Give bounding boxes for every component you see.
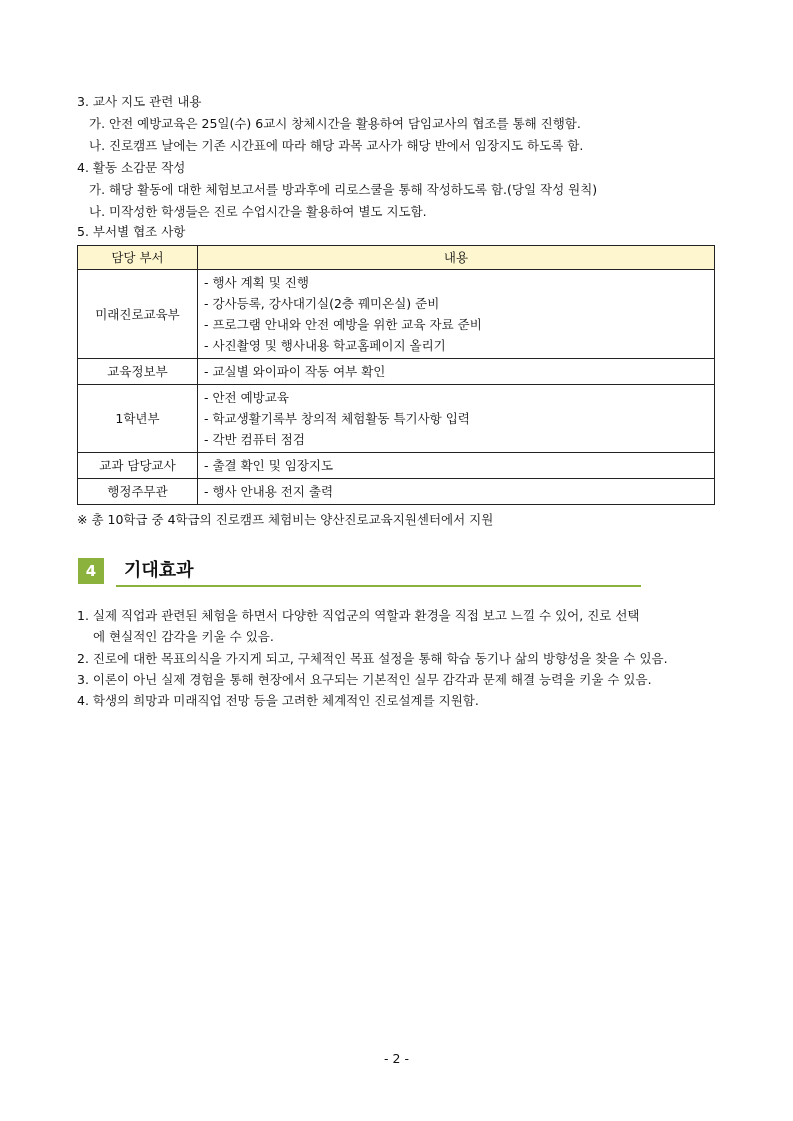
effect-item-1-continued: 에 현실적인 감각을 키울 수 있음. xyxy=(93,629,274,644)
effect-item-4: 4. 학생의 희망과 미래직업 전망 등을 고려한 체계적인 진로설계를 지원함. xyxy=(77,693,479,708)
content-item: - 안전 예방교육 xyxy=(204,390,289,405)
report-heading: 4. 활동 소감문 작성 xyxy=(77,160,186,175)
teacher-guidance-item-a: 가. 안전 예방교육은 25일(수) 6교시 창체시간을 활용하여 담임교사의 협조를 통해 진행함. xyxy=(89,116,581,131)
content-item: - 강사등록, 강사대기실(2층 꿰미온실) 준비 xyxy=(204,296,440,311)
content-cell xyxy=(198,359,715,385)
content-item: - 학교생활기록부 창의적 체험활동 특기사항 입력 xyxy=(204,411,470,426)
table-row xyxy=(78,385,715,453)
dept-cell: 교육정보부 xyxy=(78,359,198,385)
table-header-row xyxy=(78,246,715,270)
dept-cell: 행정주무관 xyxy=(78,479,198,505)
content-item: - 프로그램 안내와 안전 예방을 위한 교육 자료 준비 xyxy=(204,317,482,332)
effect-item-3: 3. 이론이 아닌 실제 경험을 통해 현장에서 요구되는 기본적인 실무 감각과 문제 해결 능력을 키울 수 있음. xyxy=(77,672,652,687)
section-number-badge: 4 xyxy=(78,558,104,584)
teacher-guidance-heading: 3. 교사 지도 관련 내용 xyxy=(77,94,202,109)
cooperation-heading: 5. 부서별 협조 사항 xyxy=(77,224,186,239)
table-row xyxy=(78,479,715,505)
content-cell xyxy=(198,479,715,505)
content-item: - 각반 컴퓨터 점검 xyxy=(204,432,305,447)
content-item: - 행사 계획 및 진행 xyxy=(204,275,309,290)
content-cell xyxy=(198,453,715,479)
content-item: - 출결 확인 및 임장지도 xyxy=(204,458,334,473)
page-number: - 2 - xyxy=(384,1051,409,1066)
content-item: - 사진촬영 및 행사내용 학교홈페이지 올리기 xyxy=(204,338,446,353)
content-cell xyxy=(198,385,715,453)
table-row xyxy=(78,270,715,359)
table-row xyxy=(78,359,715,385)
report-item-a: 가. 해당 활동에 대한 체험보고서를 방과후에 리로스쿨을 통해 작성하도록 함.(당일 작성 원칙) xyxy=(89,182,598,197)
table-row xyxy=(78,453,715,479)
dept-cell: 1학년부 xyxy=(78,385,198,453)
section-title: 기대효과 xyxy=(124,560,194,581)
content-item: - 행사 안내용 전지 출력 xyxy=(204,484,334,499)
cooperation-table xyxy=(77,245,715,505)
report-item-b: 나. 미작성한 학생들은 진로 수업시간을 활용하여 별도 지도함. xyxy=(89,204,427,219)
dept-cell: 미래진로교육부 xyxy=(78,270,198,359)
teacher-guidance-item-b: 나. 진로캠프 날에는 기존 시간표에 따라 해당 과목 교사가 해당 반에서 임장지도 하도록 함. xyxy=(89,138,584,153)
content-cell xyxy=(198,270,715,359)
funding-note: ※ 총 10학급 중 4학급의 진로캠프 체험비는 양산진로교육지원센터에서 지원 xyxy=(77,512,494,527)
content-item: - 교실별 와이파이 작동 여부 확인 xyxy=(204,364,386,379)
header-dept: 담당 부서 xyxy=(78,246,198,270)
section-underline xyxy=(116,585,641,587)
dept-cell: 교과 담당교사 xyxy=(78,453,198,479)
effect-item-2: 2. 진로에 대한 목표의식을 가지게 되고, 구체적인 목표 설정을 통해 학습 동기나 삶의 방향성을 찾을 수 있음. xyxy=(77,651,668,666)
header-content: 내용 xyxy=(198,246,715,270)
effect-item-1: 1. 실제 직업과 관련된 체험을 하면서 다양한 직업군의 역할과 환경을 직접 보고 느낄 수 있어, 진로 선택 xyxy=(77,608,640,623)
